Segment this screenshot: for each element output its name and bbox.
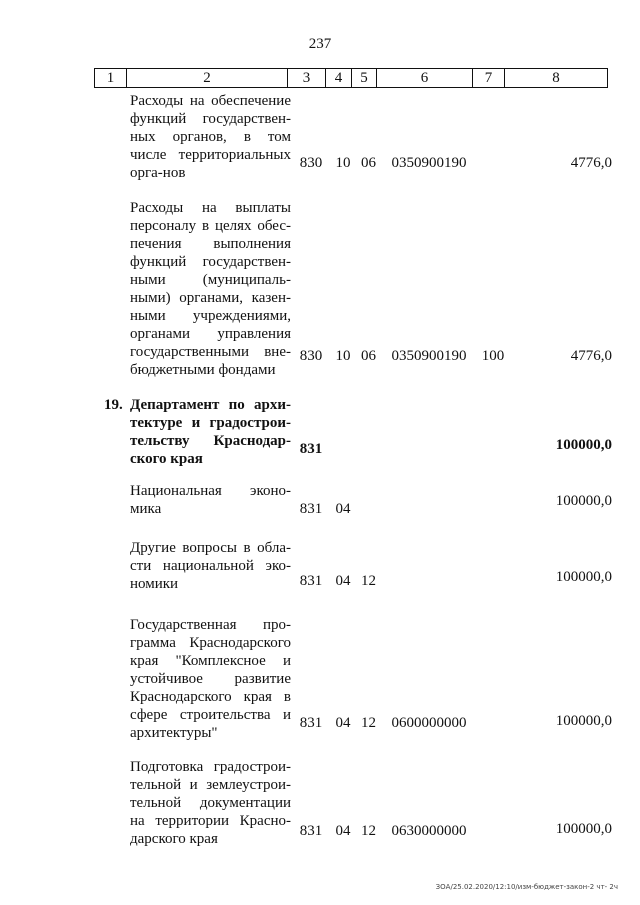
cell-col-3: 831	[299, 441, 323, 457]
header-col-5: 5	[352, 69, 377, 87]
header-col-6: 6	[377, 69, 473, 87]
cell-col-4: 04	[335, 823, 351, 839]
cell-col-3: 831	[299, 715, 323, 731]
cell-col-3: 830	[299, 348, 323, 364]
cell-col-8: 100000,0	[555, 493, 612, 509]
cell-col-6: 0350900190	[391, 155, 467, 171]
page-number: 237	[308, 36, 332, 52]
cell-col-7: 100	[481, 348, 505, 364]
cell-col-3: 831	[299, 823, 323, 839]
cell-col-8: 4776,0	[570, 155, 612, 171]
header-col-3: 3	[288, 69, 326, 87]
header-col-1: 1	[95, 69, 127, 87]
header-col-7: 7	[473, 69, 505, 87]
cell-col-4: 10	[335, 155, 351, 171]
row-name: Государственная про-грамма Краснодарского края "Комплексное и устойчивое развитие Краснодарского края в сфере строительства и архитектуры"	[130, 617, 291, 741]
cell-col-5: 06	[361, 155, 376, 171]
header-col-8: 8	[552, 70, 560, 86]
cell-col-4: 04	[335, 715, 351, 731]
row-name: Национальная эконо-мика	[130, 483, 291, 517]
cell-col-6: 0600000000	[391, 715, 467, 731]
cell-col-4: 04	[335, 501, 351, 517]
cell-col-8: 4776,0	[570, 348, 612, 364]
cell-col-3: 830	[299, 155, 323, 171]
cell-col-5: 12	[361, 573, 376, 589]
header-col-2: 2	[127, 69, 288, 87]
row-name: Расходы на обеспечение функций государствен-ных органов, в том числе территориальных орга-нов	[130, 93, 291, 181]
cell-col-8: 100000,0	[555, 437, 612, 453]
cell-col-5: 06	[361, 348, 376, 364]
cell-col-3: 831	[299, 501, 323, 517]
cell-col-4: 10	[335, 348, 351, 364]
cell-col-3: 831	[299, 573, 323, 589]
row-name: Подготовка градострои-тельной и землеустрои-тельной документации на территории Красно-дарского края	[130, 759, 291, 847]
footer-file-stamp: ЗОА/25.02.2020/12:10/изм-бюджет-закон-2 чт- 2ч	[435, 883, 618, 891]
cell-col-8: 100000,0	[555, 713, 612, 729]
cell-col-8: 100000,0	[555, 821, 612, 837]
cell-col-6: 0630000000	[391, 823, 467, 839]
header-col-4: 4	[326, 69, 352, 87]
row-number: 19.	[104, 397, 123, 413]
row-name: Другие вопросы в обла-сти национальной эко-номики	[130, 540, 291, 592]
cell-col-6: 0350900190	[391, 348, 467, 364]
row-name: Расходы на выплаты персоналу в целях обес-печения выполнения функций государствен-ными (муниципаль-ными) органами, казен-ными учреждениями, органами управления государственными вне-бюджетными фондами	[130, 200, 291, 378]
table-header-row	[94, 68, 608, 88]
row-name: Департамент по архи-тектуре и градострои-тельству Краснодар-ского края	[130, 397, 291, 467]
cell-col-8: 100000,0	[555, 569, 612, 585]
cell-col-5: 12	[361, 823, 376, 839]
cell-col-4: 04	[335, 573, 351, 589]
cell-col-5: 12	[361, 715, 376, 731]
